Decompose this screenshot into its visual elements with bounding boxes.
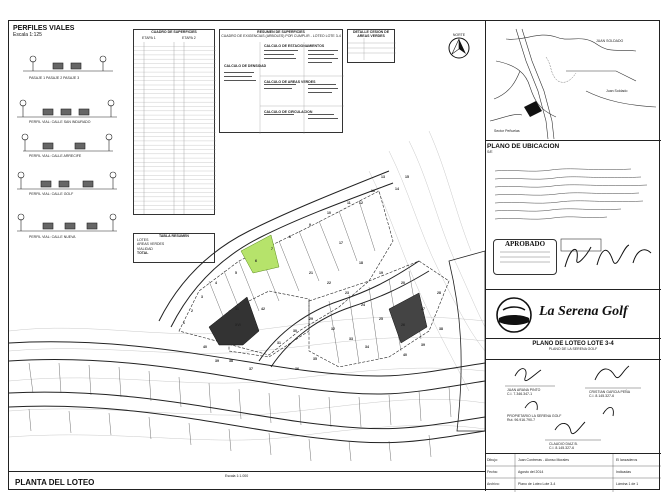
lot-number: 42 (261, 307, 265, 311)
aprobado-label: APROBADO (504, 240, 546, 248)
calc-densidad: CALCULO DE DENSIDAD (224, 64, 267, 68)
lot-number: 3 (201, 295, 203, 299)
aprobado-lines (496, 248, 554, 268)
detalle-grid (348, 38, 396, 60)
brand-name: La Serena Golf (539, 304, 628, 319)
lot-number: 37 (249, 367, 253, 371)
lot-number: 4 (215, 281, 217, 285)
lot-number: 20 (401, 281, 405, 285)
lot-number: 41 (235, 307, 239, 311)
north-arrow (446, 33, 472, 64)
lot-number: 35 (313, 357, 317, 361)
plano-ubicacion-scale: S/E (487, 150, 493, 154)
lot-number: 5 (235, 271, 237, 275)
footer-v-2: Agosto del 2014 (518, 470, 544, 474)
profile-caption-4: PERFIL VIAL: CALLE GOLF (29, 192, 74, 196)
footer-k-3: Archivo: (487, 482, 500, 486)
plano-title: PLANO DE LOTEO LOTE 3-4 (532, 341, 614, 347)
lot-number: 38 (229, 359, 233, 363)
resumen-title: TABLA RESUMEN (159, 234, 189, 238)
lot-number: 16 (371, 189, 375, 193)
planta-scale: Escala 1:1.000 (225, 474, 249, 478)
calc-lines (220, 42, 344, 134)
brand-logo-icon (495, 296, 533, 334)
lot-number: 18 (359, 261, 363, 265)
lot-number: 19 (379, 271, 383, 275)
lot-number: 14 (395, 187, 399, 191)
sig-2-role: C.I. 8.145.327-6 (589, 394, 615, 398)
etapa2-label: ETAPA 2 (182, 36, 196, 40)
north-label: NORTE (452, 33, 466, 37)
lot-number: 26 (401, 323, 405, 327)
perfiles-title: PERFILES VIALES (13, 25, 75, 32)
lot-number: 28 (437, 291, 441, 295)
lot-number: 23 (345, 291, 349, 295)
signature-strokes (485, 360, 661, 454)
lot-number: 40 (203, 345, 207, 349)
location-map-drawing (486, 21, 662, 141)
approval-signatures (557, 237, 657, 277)
lot-number: 17 (339, 241, 343, 245)
resumen-row-2: AREAS VERDES (137, 242, 165, 247)
notes-area (491, 157, 657, 235)
lot-number: 39 (421, 343, 425, 347)
sig-3-name: PROPIETARIO LA SERENA GOLF (507, 414, 562, 418)
lot-number: 34 (365, 345, 369, 349)
perfiles-scale: Escala 1:125 (13, 32, 42, 38)
calculos-panel (219, 29, 343, 133)
lot-number: 38 (439, 327, 443, 331)
planta-title: PLANTA DEL LOTEO (15, 478, 95, 487)
resumen-row-4: TOTAL (137, 250, 149, 255)
lot-number: 36 (295, 367, 299, 371)
footer-k-1: Dibujo: (487, 458, 498, 462)
profile-caption-3: PERFIL VIAL: CALLE ARRECIFE (29, 154, 82, 158)
location-map (485, 21, 661, 141)
lot-number: 7 (271, 247, 273, 251)
plano-sub: PLANO DE LA SERENA GOLF (548, 347, 598, 351)
signature-block (485, 359, 661, 454)
detalle-cesion (347, 29, 395, 63)
plano-ubicacion-title: PLANO DE UBICACION (487, 143, 560, 150)
lot-number: 9 (309, 223, 311, 227)
aprobado-stamp (493, 239, 557, 275)
notes-scribble (491, 157, 657, 235)
plano-title-block (485, 341, 661, 351)
profile-caption-1: PASAJE 1 PASAJE 2 PASAJE 3 (29, 76, 80, 80)
lot-number: 32 (331, 327, 335, 331)
lot-number: 22 (327, 281, 331, 285)
lot-number: 33 (349, 337, 353, 341)
loc-label-juan-soldado: JUAN SOLDADO (596, 39, 624, 43)
lot-number-layer (9, 131, 485, 471)
lot-number: 6 (255, 259, 257, 263)
sig-2-name: CRISTIAN GARCIA PEÑA (589, 390, 631, 394)
loc-label-juan-soldado-2: Juan Soldado (606, 89, 628, 93)
profile-caption-2: PERFIL VIAL: CALLE SAN INDURADO (29, 120, 91, 124)
lot-number: 29 (309, 317, 313, 321)
right-column-divider (485, 21, 486, 491)
cuadro-title: CUADRO DE SUPERFICIES (151, 30, 197, 34)
resumen-row-1: LOTES (137, 238, 149, 243)
footer-v-3: Plano de Loteo Lote 3-4 (518, 482, 556, 486)
sig-1-name: JUAN ARANA PINTO (507, 388, 541, 392)
calc-circulacion: CALCULO DE CIRCULACION (264, 110, 313, 114)
perfiles-viales-panel (13, 25, 123, 38)
footer-v-1: Juan Contreras - Alonso Morales (518, 458, 569, 462)
lot-number: 21 (309, 271, 313, 275)
resumen-row-3: VIALIDAD (137, 246, 153, 251)
calc-sub: CUADRO DE EXIGENCIAS (ARBOLES) POR CUMPLIR - LOTEO LOTE 3-4 (221, 34, 341, 39)
lot-number: 25 (379, 317, 383, 321)
plano-ubicacion-heading (487, 143, 559, 154)
lot-number: 15 (405, 175, 409, 179)
brand-block (485, 289, 661, 339)
approval-signature-drawing (557, 237, 657, 277)
sig-3-role: Rut. 96.916.790-7 (507, 418, 536, 422)
plan-sheet (8, 20, 660, 490)
lot-number: 30 (293, 329, 297, 333)
lot-number: 12 (359, 201, 363, 205)
calc-estac: CALCULO DE ESTACIONAMIENTOS (264, 44, 325, 48)
lot-number: 40 (403, 353, 407, 357)
loc-label-penuelas: Sector Peñuelas (494, 129, 520, 133)
etapa1-label: ETAPA 1 (142, 36, 156, 40)
lot-number: 13 (381, 175, 385, 179)
detalle-title: DETALLE CESION DE AREAS VERDES (352, 30, 390, 38)
planta-footer (9, 471, 485, 492)
lot-number: XVI (235, 323, 241, 327)
footer-r-2: Indicadas (616, 470, 631, 474)
lot-number: 1 (183, 321, 185, 325)
north-arrow-icon (448, 37, 470, 59)
profile-caption-5: PERFIL VIAL: CALLE NUEVA (29, 235, 76, 239)
lot-number: 8 (289, 235, 291, 239)
footer-table (485, 453, 661, 492)
lot-number: 2 (191, 309, 193, 313)
lot-number: 27 (421, 307, 425, 311)
lot-number: 24 (361, 303, 365, 307)
footer-r-1: El lanzaderos (616, 458, 638, 462)
lot-number: 31 (277, 341, 281, 345)
calc-title: RESUMEN DE SUPERFICIES (257, 30, 305, 34)
footer-k-2: Fecha: (487, 470, 498, 474)
lot-number: 39 (215, 359, 219, 363)
lot-number: 10 (327, 211, 331, 215)
sig-4-name: CLAUDIO DIAZ B. (549, 442, 578, 446)
footer-r-3: Lámina 1 de 1 (616, 482, 639, 486)
lot-number: 11 (347, 201, 351, 205)
sig-1-role: C.I. 7.346.347-1 (507, 392, 533, 396)
calc-areas: CALCULO DE AREAS VERDES (264, 80, 316, 84)
sig-4-role: C.I. 8.145.327-6 (549, 446, 575, 450)
